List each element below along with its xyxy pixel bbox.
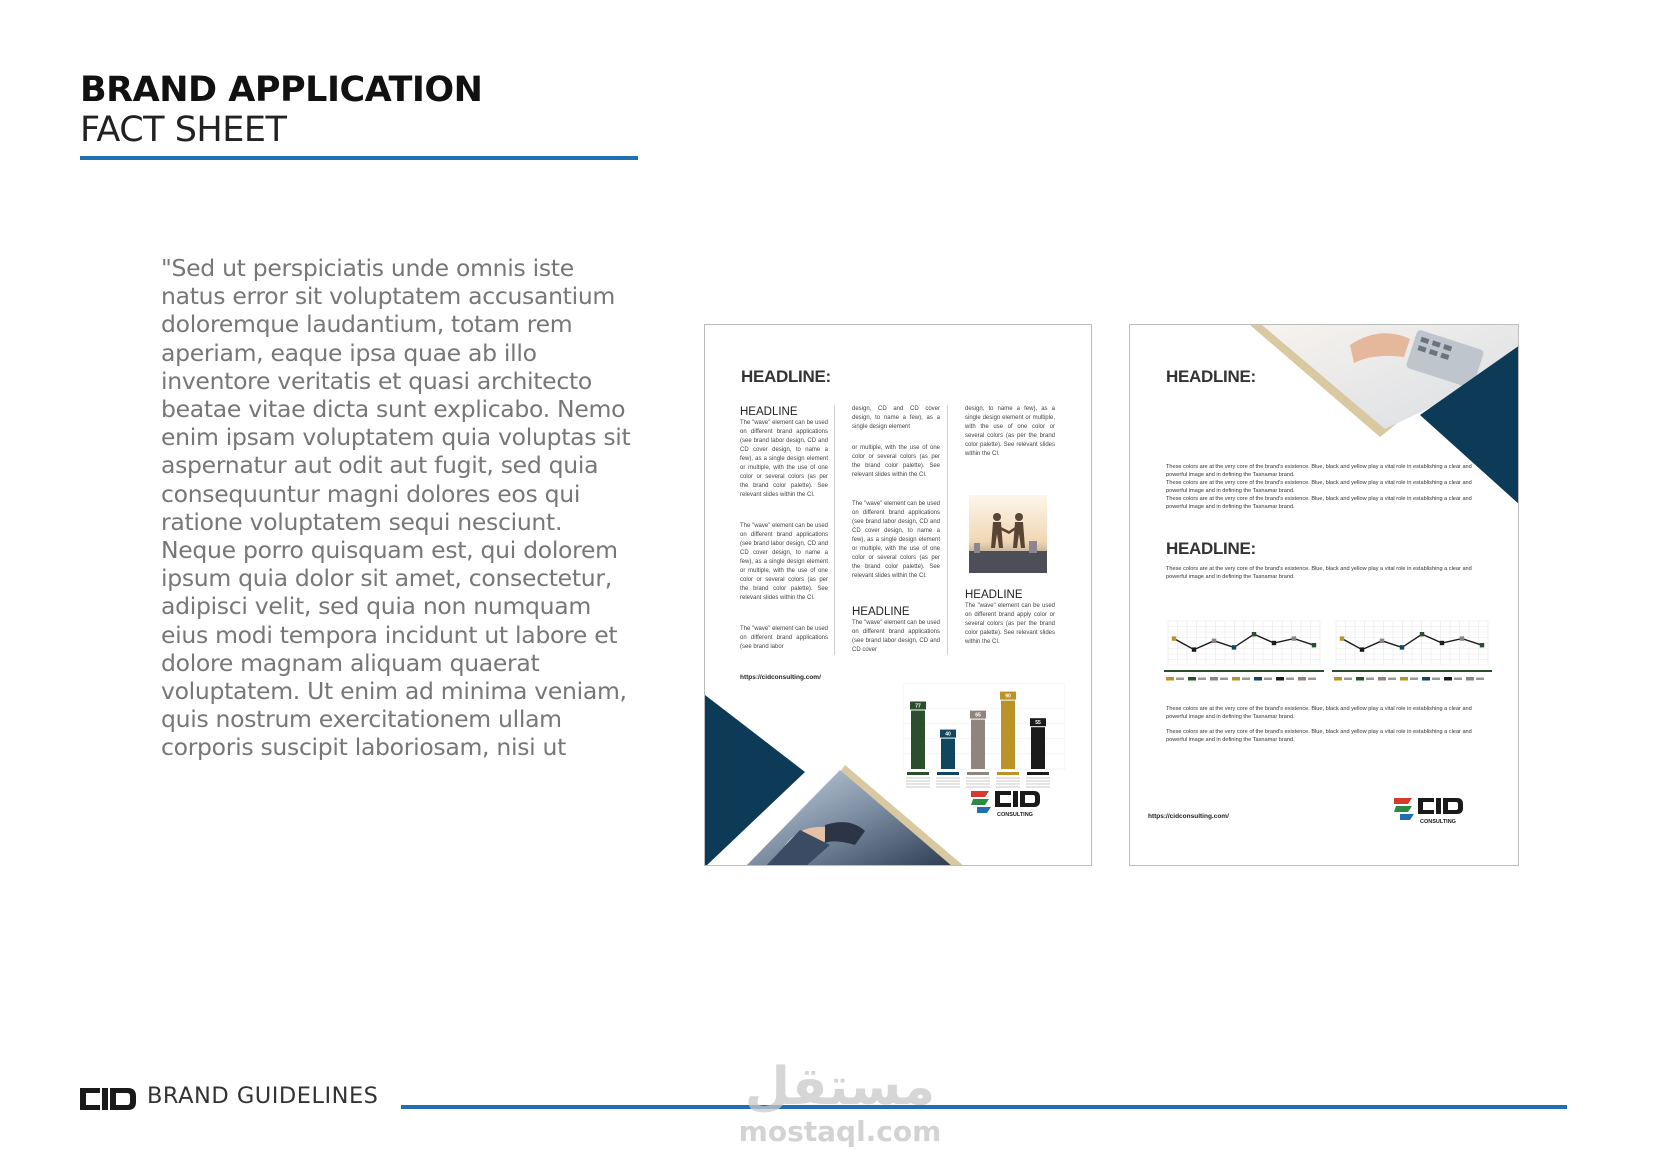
fact-sheet-mockup-right [1129,324,1519,866]
line-point [1312,643,1316,647]
col2-headline: HEADLINE [852,606,910,618]
line-point [1460,636,1464,640]
handshake-photo [969,495,1047,573]
watermark-latin: mostaql.com [738,1115,942,1148]
line-point [1480,643,1484,647]
line-legend-swatch [1188,677,1196,681]
bar-value-label: 90 [1005,693,1011,700]
line-legend-text [1344,678,1352,681]
line-legend-swatch [1378,677,1386,681]
bar-value-label: 77 [915,703,921,710]
line-point [1232,645,1236,649]
col1-text: The "wave" element can be used on different brand applications (see brand labor design, CD and CD cover design, to name a few), as a single design element or multiple, with the use of one color or several colors (as per the brand color palette). See relevant slides within the CI. [740,420,828,498]
logo-sub: CONSULTING [1420,819,1456,825]
col1-text2: The "wave" element can be used on different brand applications (see brand labor design, CD and CD cover design, to name a few), as a single design element or multiple, with the use of one color or several colors (as per the brand color palette). See relevant slides within the CI. [740,523,828,601]
line-legend-swatch [1254,677,1262,681]
bar [1031,727,1045,769]
bar-category-swatch [967,772,989,775]
col1-text3: The "wave" element can be used on different brand applications (see brand labor [740,626,828,650]
line-legend-swatch [1210,677,1218,681]
cid-consulting-logo [969,783,1047,823]
col1-headline: HEADLINE [740,406,798,418]
line-legend-text [1432,678,1440,681]
line-chart-canvas [1160,615,1328,685]
bar-value-label: 55 [1035,720,1041,727]
line-point [1172,636,1176,640]
business-handshake-graphic [705,695,965,866]
mostaql-watermark [735,1058,945,1148]
line-legend-swatch [1232,677,1240,681]
line-legend-text [1388,678,1396,681]
line-chart-left [1160,615,1328,685]
col2-text3: The "wave" element can be used on different brand applications (see brand labor design, CD and CD cover design, to name a few), as a single design element or multiple, with the use of one color or several colors (as per the brand color palette). See relevant slides within the CI. [852,501,940,579]
line-legend-swatch [1400,677,1408,681]
line-point [1380,639,1384,643]
line-point [1440,641,1444,645]
line-point [1212,639,1216,643]
line-legend-text [1176,678,1184,681]
col2-text2: or multiple, with the use of one color or several colors (as per the brand color palette). See relevant slides within the CI. [852,445,940,478]
line-legend-text [1454,678,1462,681]
page-subtitle: FACT SHEET [80,110,287,150]
bar-category-swatch [1027,772,1049,775]
line-legend-swatch [1334,677,1342,681]
line-point [1340,636,1344,640]
line-legend-text [1476,678,1484,681]
line-legend-swatch [1276,677,1284,681]
line-point [1252,632,1256,636]
sheet-para-1c: These colors are at the very core of the brand's existence. Blue, black and yellow play a vital role in establishing a clear and powerful image and in defining the Tasnamar brand. [1166,496,1472,511]
sheet-headline-2: HEADLINE: [1166,539,1256,558]
col3-text: design, to name a few), as a single design element or multiple, with the use of one color or several colors (as per the brand color palette). See relevant slides within the CI. [965,406,1055,457]
header-rule [80,156,638,160]
footer-label: BRAND GUIDELINES [147,1083,379,1109]
column-divider [834,405,835,655]
col2-text4: The "wave" element can be used on different brand applications (see brand labor design, CD and CD cover [852,620,940,653]
body-paragraph: "Sed ut perspiciatis unde omnis iste natus error sit voluptatem accusantium doloremque laudantium, totam rem aperiam, eaque ipsa quae ab illo inventore veritatis et quasi architecto beatae vitae dicta sunt explicabo. Nemo enim ipsam voluptatem quia voluptas sit aspernatur aut odit aut fugit, sed quia consequuntur magni dolores eos qui ratione voluptatem sequi nesciunt. Neque porro quisquam est, qui dolorem ipsum quia dolor sit amet, consectetur, adipisci velit, sed quia non numquam eius modi tempora incidunt ut labore et dolore magnam aliquam quaerat voluptatem. Ut enim ad minima veniam, quis nostrum exercitationem ullam corporis suscipit laboriosam, nisi ut [161,254,631,762]
sheet-headline: HEADLINE: [741,367,831,386]
line-legend-text [1286,678,1294,681]
line-point [1292,636,1296,640]
line-point [1420,632,1424,636]
line-point [1192,647,1196,651]
page-header [80,70,640,150]
line-point [1400,645,1404,649]
bar [971,720,985,769]
line-legend-swatch [1166,677,1174,681]
footer-rule [401,1105,1567,1109]
line-legend-swatch [1444,677,1452,681]
website-url: https://cidconsulting.com/ [740,674,821,681]
line-chart-canvas [1328,615,1496,685]
bar-category-swatch [997,772,1019,775]
sheet-headline-1: HEADLINE: [1166,367,1256,386]
line-legend-swatch [1422,677,1430,681]
line-point [1272,641,1276,645]
col3-headline: HEADLINE [965,589,1023,601]
line-legend-swatch [1298,677,1306,681]
col2-text: design, CD and CD cover design, to name a few), as a single design element [852,406,940,430]
column-divider [947,405,948,655]
fact-sheet-mockup-left [704,324,1092,866]
line-legend-swatch [1466,677,1474,681]
line-legend-text [1242,678,1250,681]
col3-text2: The "wave" element can be used on different brand apply color or several colors (as per the brand color palette). See relevant slides within the CI. [965,603,1055,645]
sheet-para-2: These colors are at the very core of the brand's existence. Blue, black and yellow play a vital role in establishing a clear and powerful image and in defining the Tasnamar brand. [1166,566,1472,581]
page-title: BRAND APPLICATION [80,70,483,110]
bar-value-label: 40 [945,731,951,738]
bar-value-label: 65 [975,712,981,719]
cid-consulting-logo [1392,790,1470,830]
line-chart-right [1328,615,1496,685]
line-legend-text [1264,678,1272,681]
logo-sub: CONSULTING [997,812,1033,818]
line-legend-text [1198,678,1206,681]
line-legend-text [1410,678,1418,681]
line-legend-text [1366,678,1374,681]
cid-footer-logo [80,1088,136,1110]
website-url: https://cidconsulting.com/ [1148,813,1229,820]
sheet-para-1: These colors are at the very core of the brand's existence. Blue, black and yellow play a vital role in establishing a clear and powerful image and in defining the Tasnamar brand. [1166,464,1472,479]
watermark-arabic: مستقل [744,1057,936,1117]
line-legend-text [1308,678,1316,681]
bar [1001,701,1015,769]
sheet-para-3: These colors are at the very core of the brand's existence. Blue, black and yellow play a vital role in establishing a clear and powerful image and in defining the Tasnamar brand. [1166,706,1472,721]
line-legend-text [1220,678,1228,681]
line-legend-swatch [1356,677,1364,681]
sheet-para-3b: These colors are at the very core of the brand's existence. Blue, black and yellow play a vital role in establishing a clear and powerful image and in defining the Tasnamar brand. [1166,729,1472,744]
sheet-para-1b: These colors are at the very core of the brand's existence. Blue, black and yellow play a vital role in establishing a clear and powerful image and in defining the Tasnamar brand. [1166,480,1472,495]
line-point [1360,647,1364,651]
